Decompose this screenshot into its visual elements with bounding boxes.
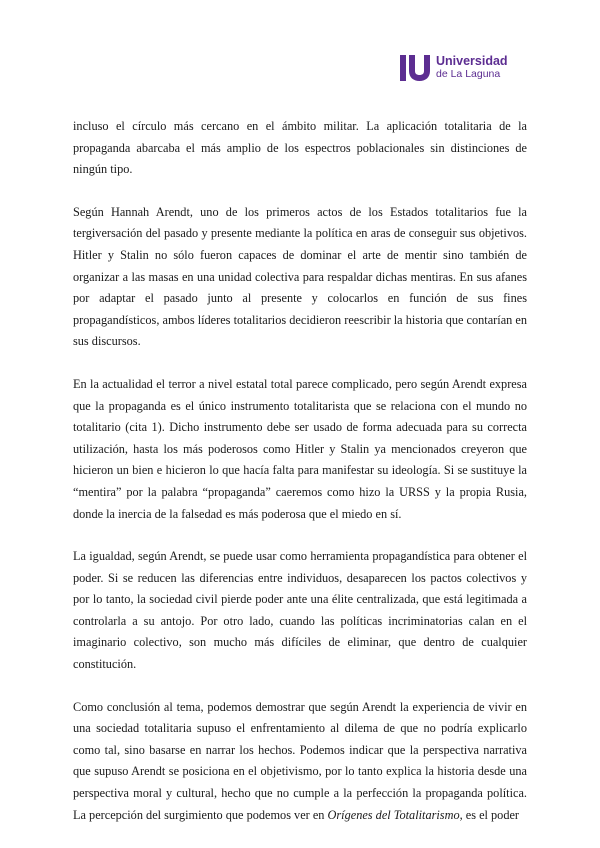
logo-line-university: Universidad (436, 54, 508, 68)
logo-line-laguna: de La Laguna (436, 68, 501, 80)
ull-logo-icon (400, 55, 430, 81)
university-logo (400, 55, 508, 81)
book-title: Orígenes del Totalitarismo, (327, 807, 463, 822)
paragraph-4: La igualdad, según Arendt, se puede usar como herramienta propagandística para obtener el poder. Si se reducen las diferencias entre individuos, desaparecen los pactos colectivos y por lo tanto, la sociedad civil pierde poder ante una élite centralizada, que está legitimada a controlarla a su antojo. Por otro lado, cuando las políticas incriminatorias calan en el imaginario colectivo, son mucho más difíciles de eliminar, que dentro de cualquier constitución. (73, 549, 527, 672)
logo-text (436, 55, 508, 81)
paragraph-5-tail: es el poder (462, 807, 520, 822)
paragraph-1: incluso el círculo más cercano en el ámbito militar. La aplicación totalitaria de la propaganda abarcaba el más amplio de los espectros poblacionales sin distinciones de ningún tipo. (73, 119, 527, 177)
paragraph-5-text: Como conclusión al tema, podemos demostrar que según Arendt la experiencia de vivir en una sociedad totalitaria supuso el enfrentamiento al dilema de que no podría explicarlo como tal, sino basarse en narrar los hechos. Podemos indicar que la perspectiva narrativa que supuso Arendt se posiciona en el objetivismo, por lo tanto explica la historia desde una perspectiva moral y cultural, hecho que no cumple a la perfección la propaganda política. La percepción del surgimiento que podemos ver en (73, 699, 527, 822)
paragraph-3: En la actualidad el terror a nivel estatal total parece complicado, pero según Arendt expresa que la propaganda es el único instrumento totalitarista que se relaciona con el mundo no totalitario (cita 1). Dicho instrumento debe ser usado de forma adecuada para su correcta utilización, hasta los más poderosos como Hitler y Stalin ya mencionados creyeron que hicieron un bien e hicieron lo que hacía falta para manifestar su ideología. Si se sustituye la “mentira” por la palabra “propaganda” caeremos como hizo la URSS y la propia Rusia, donde la inercia de la falsedad es más poderosa que el miedo en sí. (73, 376, 527, 521)
document-body (73, 116, 527, 847)
paragraph-2: Según Hannah Arendt, uno de los primeros actos de los Estados totalitarios fue la tergiversación del pasado y presente mediante la política en aras de conseguir sus objetivos. Hitler y Stalin no sólo fueron capaces de dominar el arte de mentir sino también de organizar a las masas en una unidad colectiva para respaldar dichas mentiras. En sus afanes por adaptar el pasado junto al presente y colocarlos en función de sus fines propagandísticos, ambos líderes totalitarios decidieron reescribir la historia que contarían en sus discursos. (73, 204, 527, 349)
paragraph-5 (73, 697, 527, 827)
